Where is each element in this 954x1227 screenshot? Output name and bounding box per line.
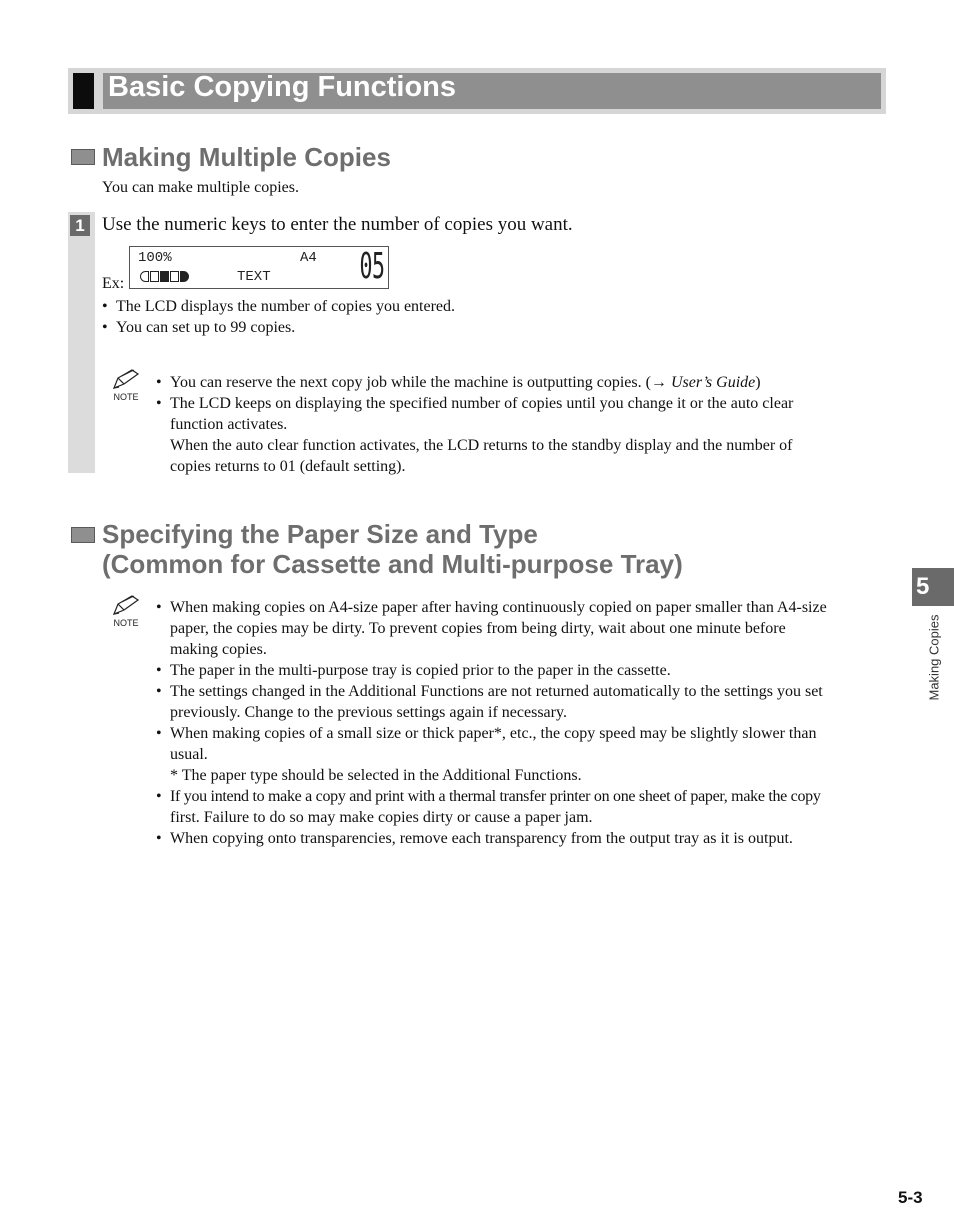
section-intro: You can make multiple copies. xyxy=(102,179,300,196)
list-item: • You can set up to 99 copies. xyxy=(102,319,296,336)
lcd-copy-count: 05 xyxy=(359,246,384,287)
banner-block xyxy=(73,73,94,109)
list-item: • The LCD keeps on displaying the specified number of copies until you change it or the auto clear function activates. When the auto clear function activates, the LCD returns to the standby display and the number of copies returns to 01 (default setting). xyxy=(156,395,794,475)
step-bullets xyxy=(102,296,802,338)
note-pencil-icon xyxy=(110,594,150,630)
section-title-paper-size: Specifying the Paper Size and Type xyxy=(102,519,538,549)
chapter-tab: 5 xyxy=(912,568,954,606)
page-number: 5-3 xyxy=(898,1188,923,1207)
note-list xyxy=(156,372,856,477)
section-title-multiple-copies: Making Multiple Copies xyxy=(102,142,391,172)
lcd-zoom: 100% xyxy=(138,250,172,266)
note-label: NOTE xyxy=(113,392,139,402)
lcd-display xyxy=(129,246,389,289)
lcd-exposure-icon xyxy=(140,271,192,283)
note-list xyxy=(156,597,886,849)
list-item: • The paper in the multi-purpose tray is copied prior to the paper in the cassette. xyxy=(156,662,671,679)
step-text: Use the numeric keys to enter the number of copies you want. xyxy=(102,214,573,235)
note-pencil-icon xyxy=(110,368,150,404)
chapter-label: Making Copies xyxy=(926,614,942,701)
list-item: • When making copies on A4-size paper after having continuously copied on paper smaller than A4-size paper, the copies may be dirty. To prevent copies from being dirty, wait about one minute before making copies. xyxy=(156,599,827,658)
lcd-paper-size: A4 xyxy=(300,250,317,266)
note-label: NOTE xyxy=(113,618,139,628)
list-item: • The settings changed in the Additional Functions are not returned automatically to the settings you set previously. Change to the previous settings again if necessary. xyxy=(156,683,823,721)
section-subtitle-paper-size: (Common for Cassette and Multi-purpose Tray) xyxy=(102,549,683,579)
list-item: • When making copies of a small size or thick paper*, etc., the copy speed may be slightly slower than usual. * The paper type should be selected in the Additional Functions. xyxy=(156,725,817,784)
section-marker xyxy=(71,527,95,543)
list-item: • You can reserve the next copy job while the machine is outputting copies. (→ User’s Guide) xyxy=(156,374,761,391)
step-band xyxy=(68,212,95,473)
page-title: Basic Copying Functions xyxy=(108,71,457,103)
chapter-banner xyxy=(68,68,886,114)
list-item: • When copying onto transparencies, remove each transparency from the output tray as it is output. xyxy=(156,830,793,847)
lcd-mode: TEXT xyxy=(237,269,271,285)
list-item: • The LCD displays the number of copies you entered. xyxy=(102,298,456,315)
step-number: 1 xyxy=(70,215,90,236)
example-label: Ex: xyxy=(102,275,125,292)
list-item: • If you intend to make a copy and print with a thermal transfer printer on one sheet of paper, make the copy first. Failure to do so may make copies dirty or cause a paper jam. xyxy=(156,788,821,826)
section-marker xyxy=(71,149,95,165)
